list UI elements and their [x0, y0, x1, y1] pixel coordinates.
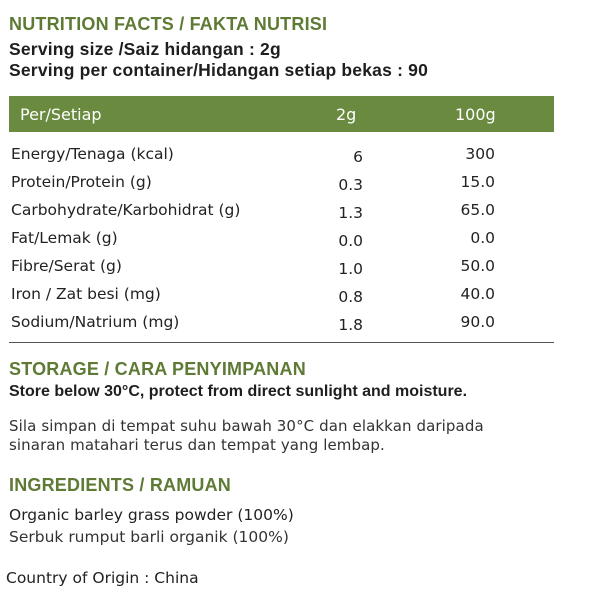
- row-value-2g: 1.0: [338, 260, 363, 278]
- row-value-2g: 0.8: [338, 288, 363, 306]
- storage-title: STORAGE / CARA PENYIMPANAN: [9, 359, 306, 379]
- row-label: Protein/Protein (g): [11, 173, 152, 191]
- header-2g: 2g: [336, 105, 357, 124]
- row-value-100g: 50.0: [460, 257, 495, 275]
- table-row: [11, 145, 551, 171]
- row-label: Carbohydrate/Karbohidrat (g): [11, 201, 241, 219]
- row-label: Iron / Zat besi (mg): [11, 285, 161, 303]
- nutrition-title: NUTRITION FACTS / FAKTA NUTRISI: [9, 14, 328, 34]
- row-value-2g: 1.3: [338, 204, 363, 222]
- header-100g: 100g: [455, 105, 496, 124]
- ingredients-title: INGREDIENTS / RAMUAN: [9, 475, 232, 495]
- header-per-setiap: Per/Setiap: [20, 105, 102, 124]
- table-row: [11, 201, 551, 227]
- serving-size: Serving size /Saiz hidangan : 2g: [9, 39, 281, 59]
- row-value-100g: 15.0: [460, 173, 495, 191]
- ingredients-malay: Serbuk rumput barli organik (100%): [9, 528, 289, 546]
- row-value-2g: 0.0: [338, 232, 363, 250]
- storage-malay-line1: Sila simpan di tempat suhu bawah 30°C dan elakkan daripada: [9, 417, 484, 435]
- row-value-100g: 0.0: [470, 229, 495, 247]
- serving-per-container: Serving per container/Hidangan setiap bekas : 90: [9, 60, 429, 80]
- country-of-origin: Country of Origin : China: [6, 569, 199, 587]
- table-row: [11, 285, 551, 311]
- row-value-100g: 300: [465, 145, 495, 163]
- table-row: [11, 313, 551, 339]
- row-label: Fibre/Serat (g): [11, 257, 122, 275]
- storage-english: Store below 30°C, protect from direct sunlight and moisture.: [9, 383, 468, 400]
- row-value-100g: 65.0: [460, 201, 495, 219]
- row-value-100g: 40.0: [460, 285, 495, 303]
- nutrition-table-header: [9, 96, 554, 132]
- table-row: [11, 173, 551, 199]
- ingredients-english: Organic barley grass powder (100%): [9, 506, 294, 524]
- row-value-2g: 6: [353, 148, 363, 166]
- row-label: Fat/Lemak (g): [11, 229, 118, 247]
- row-label: Sodium/Natrium (mg): [11, 313, 180, 331]
- row-value-2g: 0.3: [338, 176, 363, 194]
- row-value-100g: 90.0: [460, 313, 495, 331]
- table-row: [11, 229, 551, 255]
- table-divider: [9, 342, 554, 343]
- table-row: [11, 257, 551, 283]
- row-value-2g: 1.8: [338, 316, 363, 334]
- row-label: Energy/Tenaga (kcal): [11, 145, 174, 163]
- storage-malay-line2: sinaran matahari terus dan tempat yang lembap.: [9, 436, 385, 454]
